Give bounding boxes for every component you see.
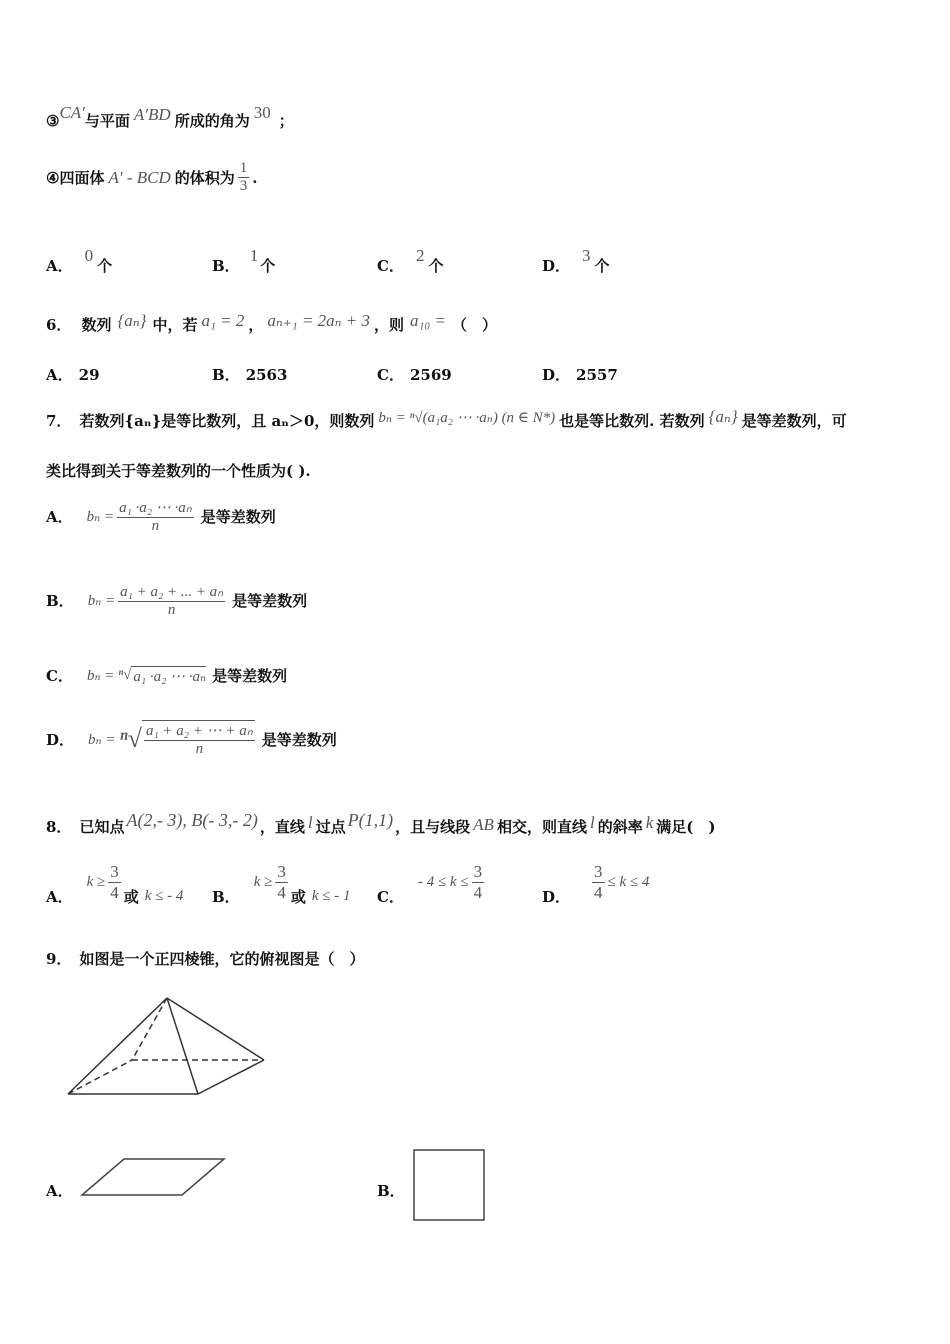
statement-3-math-b: A′BD [133,105,171,124]
math-a10: a₁₀ = [410,311,447,330]
math-segment-ab: AB [473,815,494,834]
option-denominator: 4 [473,883,483,902]
question-text: ，则 [373,316,404,334]
q5-option-a[interactable] [46,246,113,276]
option-post: ≤ k ≤ 4 [607,874,650,890]
option-fraction [117,498,194,535]
question-text: 相交，则直线 [496,818,587,836]
q6-option-a[interactable] [46,364,100,385]
option-mid: 或 [290,888,306,906]
q7-option-b[interactable] [46,582,307,619]
statement-3 [46,103,294,131]
option-denominator: 4 [110,883,119,902]
q8-option-c[interactable] [377,862,487,906]
statement-3-text-2: 所成的角为 [174,112,250,130]
q9-option-a-parallelogram[interactable] [78,1155,230,1199]
option-radicand: a₁ ·a₂ ⋯ ·aₙ [131,666,206,686]
option-text: 是等差数列 [212,667,288,685]
option-text: 是等差数列 [200,508,276,526]
question-text: 数列 [81,316,112,334]
option-text: 2557 [576,366,618,384]
option-text: 个 [97,257,113,275]
square-shape [414,1150,484,1220]
option-math: 2 [415,246,425,265]
option-label: B． [212,366,240,384]
option-label: B． [46,592,74,610]
question-text: ， [248,316,264,334]
question-text: 是等差数列，可 [741,412,847,430]
math-bn-geometric: bₙ = ⁿ√(a₁a₂ ⋯ ·aₙ) (n ∈ N*) [378,410,556,426]
math-a1: a₁ = 2 [201,311,245,330]
statement-3-text-3: ； [278,112,294,130]
option-label: C． [377,257,404,275]
q8-option-d[interactable] [542,862,650,906]
lateral-edge-left [68,998,167,1094]
option-label: C． [377,366,404,384]
question-text: ，直线 [259,818,305,836]
statement-3-text-1: 与平面 [84,112,130,130]
option-lhs: bₙ = [88,731,116,748]
option-label: A． [46,257,73,275]
lateral-edge-front [167,998,198,1094]
statement-3-math-a: CA′ [59,103,85,122]
option-denominator: 4 [277,883,286,902]
option-mid: 或 [123,888,139,906]
option-lhs: bₙ = [87,593,116,609]
q5-option-c[interactable] [377,246,444,276]
question-text: 的斜率 [597,818,643,836]
statement-4 [46,160,257,195]
option-lhs: bₙ = [86,668,115,684]
q6-option-b[interactable] [212,364,287,385]
option-label: A． [46,508,73,526]
option-text: 个 [428,257,444,275]
statement-4-text-2: 的体积为 [174,169,235,187]
question-9 [46,948,364,969]
q6-option-d[interactable] [542,364,618,385]
option-post: k ≤ - 4 [144,888,184,904]
question-7 [46,407,847,431]
option-denominator: 4 [594,883,603,902]
q9-option-a[interactable] [46,1180,73,1201]
statement-4-denominator: 3 [239,178,248,194]
option-fraction [118,582,225,619]
statement-3-mark: ③ [46,112,60,130]
option-label: A． [46,888,73,906]
base-right-edge [198,1060,264,1094]
option-text: 个 [260,257,276,275]
math-points-ab: A(2,- 3), B(- 3,- 2) [126,810,258,830]
option-numerator: 3 [473,862,483,881]
lateral-edge-hidden [132,998,167,1060]
q7-option-d[interactable] [46,720,337,758]
question-number: 7． [46,412,72,430]
option-fraction [592,862,605,903]
option-denominator: n [167,602,176,618]
option-label: C． [46,667,73,685]
option-post: k ≤ - 1 [311,888,351,904]
question-text: （ ） [452,316,498,334]
q9-option-b[interactable] [377,1180,405,1201]
question-8 [46,810,716,837]
option-label: D． [542,366,571,384]
option-text: 是等差数列 [232,592,308,610]
math-point-p: P(1,1) [347,810,394,830]
option-pre: k ≥ [86,874,106,890]
option-text: 个 [594,257,610,275]
question-6 [46,311,498,335]
radical-sign: ⁿ√ [118,667,132,683]
pyramid-figure [60,990,275,1105]
question-number: 6． [46,316,72,334]
radical-sign: ⁿ√ [119,724,142,753]
math-sequence: {aₙ} [117,311,147,330]
option-math: 3 [582,246,591,265]
parallelogram-shape [82,1159,224,1195]
option-fraction [472,862,485,903]
option-label: A． [46,366,73,384]
statement-4-numerator: 1 [239,160,248,176]
option-numerator: a₁ ·a₂ ⋯ ·aₙ [119,500,192,516]
question-7-line-2: 类比得到关于等差数列的一个性质为( ). [46,462,311,480]
statement-4-math-a: A′ - BCD [108,167,171,187]
option-text: 是等差数列 [261,730,337,749]
q8-option-a[interactable] [46,862,184,906]
math-recurrence: aₙ₊₁ = 2aₙ + 3 [267,311,370,330]
q7-option-c[interactable] [46,665,287,686]
option-label: A． [46,1182,73,1200]
option-label: B． [377,1182,405,1200]
question-text: ，且与线段 [395,818,471,836]
option-fraction [275,862,288,903]
statement-4-text-3: . [252,168,258,187]
question-number: 9． [46,950,72,968]
option-denominator: n [195,741,204,757]
option-pre: - 4 ≤ k ≤ [417,874,469,890]
option-label: B． [212,257,240,275]
statement-4-mark: ④ [46,168,60,187]
q5-option-d[interactable] [542,246,610,276]
option-fraction [142,720,255,758]
option-numerator: 3 [594,862,603,881]
question-number: 8． [46,818,72,836]
option-denominator: n [151,518,160,534]
question-text: 若数列{aₙ}是等比数列，且 aₙ＞0，则数列 [79,412,375,430]
base-left-hidden-edge [68,1060,132,1094]
option-fraction [108,862,121,903]
math-line-l: l [307,813,313,832]
option-math: 1 [249,246,259,265]
option-label: D． [542,257,571,275]
question-text: 中，若 [152,316,198,334]
question-text: 满足( ) [656,818,716,836]
lateral-edge-right [167,998,264,1060]
option-label: D． [542,888,571,906]
statement-4-fraction [238,160,250,195]
option-label: C． [377,888,404,906]
option-label: D． [46,730,75,749]
option-numerator: 3 [110,862,119,881]
option-text: 2563 [245,366,288,384]
q5-option-b[interactable] [212,246,276,276]
statement-4-text-1: 四面体 [59,169,105,187]
option-math: 0 [84,246,94,265]
question-text: 也是等比数列. 若数列 [559,412,705,430]
math-sequence: {aₙ} [708,407,738,426]
question-text: 过点 [315,818,346,836]
option-label: B． [212,888,240,906]
statement-3-math-c: 30 [253,103,271,122]
math-k: k [645,813,654,832]
option-numerator: a₁ + a₂ + ... + aₙ [120,584,224,600]
q6-option-c[interactable] [377,364,452,385]
q9-option-b-square[interactable] [410,1146,490,1224]
option-pre: k ≥ [253,874,273,890]
option-text: 2569 [409,366,452,384]
question-text: 如图是一个正四棱锥，它的俯视图是（ ） [79,950,365,968]
q8-option-b[interactable] [212,862,351,906]
q7-option-a[interactable] [46,498,276,535]
option-lhs: bₙ = [86,509,115,525]
question-text: 已知点 [79,818,125,836]
option-text: 29 [78,366,100,384]
option-numerator: a₁ + a₂ + ⋯ + aₙ [145,723,253,739]
math-line-l: l [589,813,595,832]
option-numerator: 3 [277,862,286,881]
